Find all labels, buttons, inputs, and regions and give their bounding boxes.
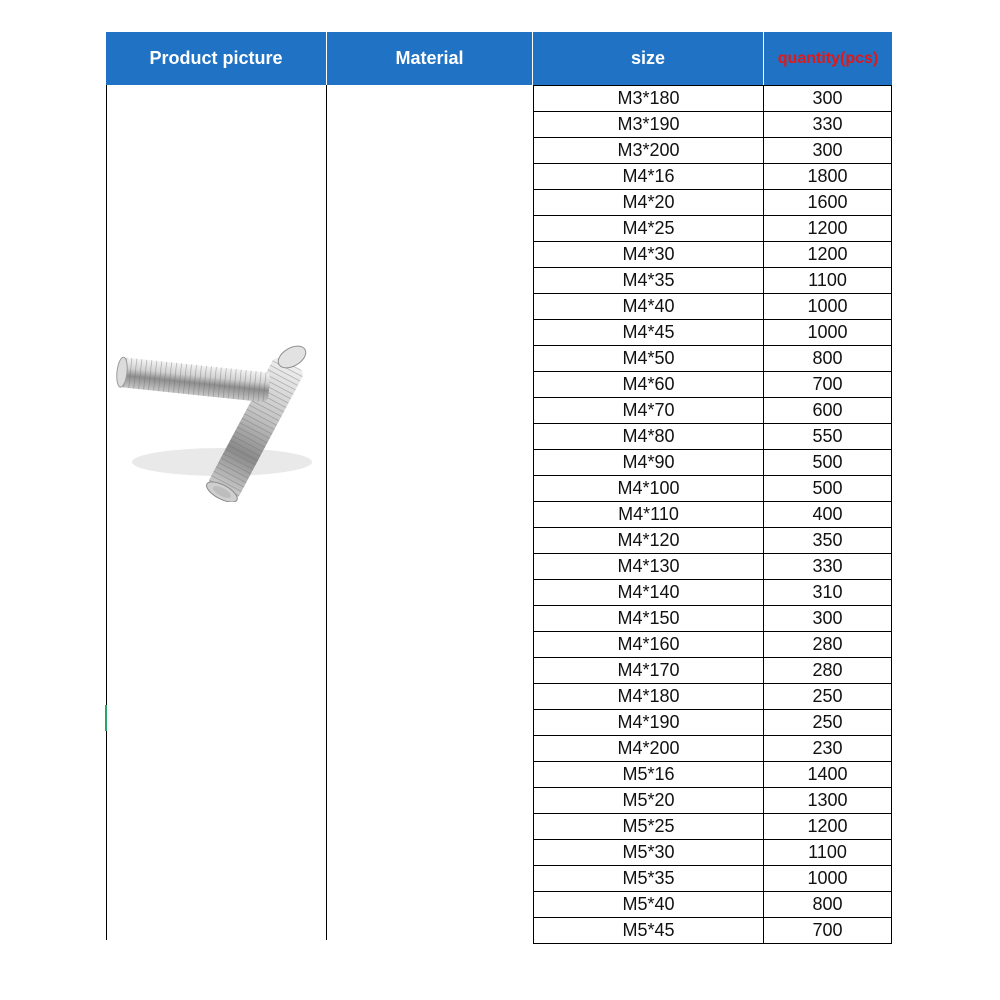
size-cell: M4*90 [533, 450, 764, 475]
column-divider-material [326, 85, 327, 940]
size-cell: M4*25 [533, 216, 764, 241]
table-row [533, 112, 892, 138]
quantity-cell: 1300 [764, 788, 892, 813]
quantity-cell: 1600 [764, 190, 892, 215]
size-cell: M4*190 [533, 710, 764, 735]
table-row [533, 918, 892, 944]
quantity-cell: 1000 [764, 294, 892, 319]
quantity-cell: 330 [764, 554, 892, 579]
table-row [533, 684, 892, 710]
quantity-cell: 250 [764, 710, 892, 735]
size-cell: M5*20 [533, 788, 764, 813]
table-row [533, 502, 892, 528]
quantity-cell: 330 [764, 112, 892, 137]
table-row [533, 85, 892, 112]
size-cell: M3*190 [533, 112, 764, 137]
table-row [533, 164, 892, 190]
size-cell: M5*40 [533, 892, 764, 917]
size-cell: M4*160 [533, 632, 764, 657]
quantity-cell: 800 [764, 892, 892, 917]
table-row [533, 398, 892, 424]
table-row [533, 606, 892, 632]
quantity-cell: 310 [764, 580, 892, 605]
size-cell: M4*20 [533, 190, 764, 215]
quantity-cell: 700 [764, 372, 892, 397]
quantity-cell: 280 [764, 658, 892, 683]
quantity-cell: 700 [764, 918, 892, 943]
table-row [533, 242, 892, 268]
quantity-cell: 300 [764, 86, 892, 111]
quantity-cell: 500 [764, 450, 892, 475]
size-cell: M5*30 [533, 840, 764, 865]
header-product-picture: Product picture [106, 32, 327, 85]
column-divider-left [106, 85, 107, 940]
size-cell: M4*16 [533, 164, 764, 189]
table-row [533, 372, 892, 398]
quantity-cell: 230 [764, 736, 892, 761]
quantity-cell: 800 [764, 346, 892, 371]
quantity-cell: 400 [764, 502, 892, 527]
size-cell: M4*170 [533, 658, 764, 683]
quantity-cell: 550 [764, 424, 892, 449]
header-quantity: quantity(pcs) [777, 49, 879, 67]
table-row [533, 476, 892, 502]
table-row [533, 866, 892, 892]
size-cell: M4*140 [533, 580, 764, 605]
size-cell: M4*120 [533, 528, 764, 553]
size-cell: M4*100 [533, 476, 764, 501]
size-cell: M4*70 [533, 398, 764, 423]
table-row [533, 788, 892, 814]
size-cell: M3*200 [533, 138, 764, 163]
size-quantity-table [533, 85, 892, 944]
size-cell: M5*16 [533, 762, 764, 787]
threaded-rod-picture [112, 312, 317, 502]
quantity-cell: 250 [764, 684, 892, 709]
quantity-cell: 1100 [764, 840, 892, 865]
size-cell: M4*180 [533, 684, 764, 709]
size-cell: M3*180 [533, 86, 764, 111]
table-row [533, 450, 892, 476]
size-cell: M4*60 [533, 372, 764, 397]
table-row [533, 736, 892, 762]
table-row [533, 814, 892, 840]
table-row [533, 216, 892, 242]
table-row [533, 320, 892, 346]
table-row [533, 840, 892, 866]
table-row [533, 580, 892, 606]
size-cell: M4*40 [533, 294, 764, 319]
cell-cursor-mark [105, 705, 107, 731]
table-row [533, 554, 892, 580]
quantity-cell: 280 [764, 632, 892, 657]
header-size: size [533, 32, 764, 85]
quantity-cell: 300 [764, 606, 892, 631]
quantity-cell: 1200 [764, 216, 892, 241]
size-cell: M4*80 [533, 424, 764, 449]
table-row [533, 892, 892, 918]
quantity-cell: 1000 [764, 866, 892, 891]
quantity-cell: 1800 [764, 164, 892, 189]
quantity-cell: 500 [764, 476, 892, 501]
quantity-cell: 600 [764, 398, 892, 423]
quantity-cell: 1200 [764, 242, 892, 267]
table-header [106, 32, 892, 85]
quantity-cell: 1200 [764, 814, 892, 839]
quantity-cell: 300 [764, 138, 892, 163]
quantity-cell: 1000 [764, 320, 892, 345]
size-cell: M4*45 [533, 320, 764, 345]
table-row [533, 268, 892, 294]
table-row [533, 138, 892, 164]
table-row [533, 190, 892, 216]
size-cell: M5*25 [533, 814, 764, 839]
table-row [533, 346, 892, 372]
size-cell: M4*130 [533, 554, 764, 579]
size-cell: M5*35 [533, 866, 764, 891]
size-cell: M4*150 [533, 606, 764, 631]
table-row [533, 528, 892, 554]
table-row [533, 658, 892, 684]
quantity-cell: 1400 [764, 762, 892, 787]
size-cell: M4*110 [533, 502, 764, 527]
size-cell: M4*50 [533, 346, 764, 371]
size-cell: M5*45 [533, 918, 764, 943]
table-row [533, 424, 892, 450]
table-row [533, 710, 892, 736]
table-row [533, 632, 892, 658]
size-cell: M4*35 [533, 268, 764, 293]
size-cell: M4*200 [533, 736, 764, 761]
quantity-cell: 350 [764, 528, 892, 553]
quantity-cell: 1100 [764, 268, 892, 293]
table-row [533, 294, 892, 320]
table-row [533, 762, 892, 788]
header-material: Material [327, 32, 533, 85]
size-cell: M4*30 [533, 242, 764, 267]
